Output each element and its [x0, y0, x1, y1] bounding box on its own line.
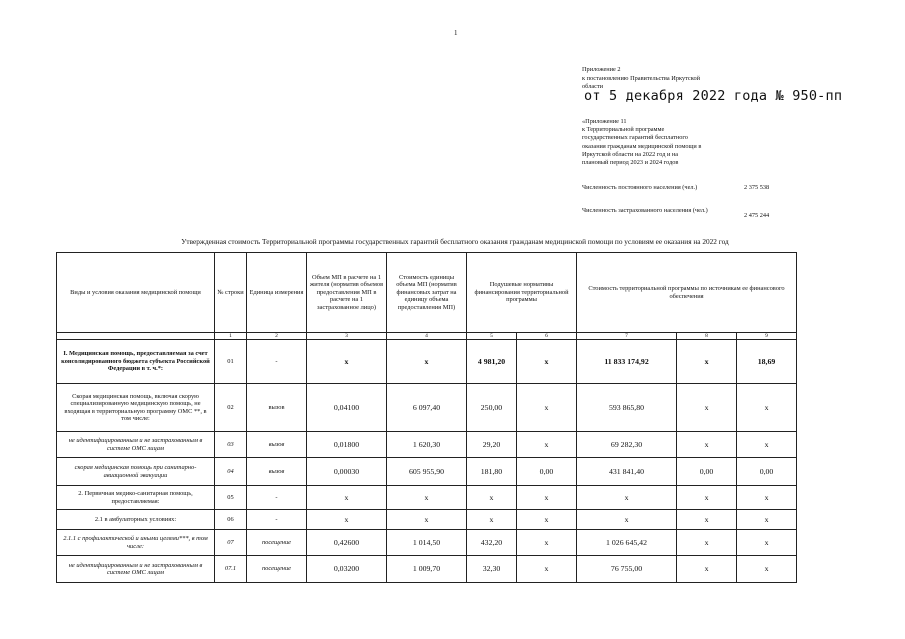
- row-number: 07.1: [215, 556, 247, 583]
- row-label: скорая медицинская помощь при санитарно-авиационной эвакуации: [57, 458, 215, 486]
- row-per-capita-oms: х: [517, 530, 577, 556]
- row-total-oms: х: [677, 510, 737, 530]
- row-volume: х: [307, 340, 387, 384]
- row-total-oms: х: [677, 556, 737, 583]
- row-per-capita-oms: х: [517, 486, 577, 510]
- table-row: [57, 530, 797, 556]
- header-total: Стоимость территориальной программы по источникам ее финансового обеспечения: [577, 253, 797, 333]
- column-number: 4: [387, 333, 467, 340]
- population-label: Численность постоянного населения (чел.): [582, 184, 698, 191]
- row-volume: 0,00030: [307, 458, 387, 486]
- row-per-capita-oms: х: [517, 432, 577, 458]
- row-unit: посещение: [247, 556, 307, 583]
- row-label: не идентифицированным и не застрахованным в системе ОМС лицам: [57, 432, 215, 458]
- row-per-capita-budget: 4 981,20: [467, 340, 517, 384]
- population-value: 2 375 538: [744, 184, 770, 191]
- decree-stamp: от 5 декабря 2022 года № 950-пп: [584, 88, 843, 104]
- column-number: 9: [737, 333, 797, 340]
- row-per-capita-budget: 29,20: [467, 432, 517, 458]
- row-label: I. Медицинская помощь, предоставляемая за счет консолидированного бюджета субъекта Российской Федерации в т. ч.*:: [57, 340, 215, 384]
- row-total-budget: х: [577, 510, 677, 530]
- appendix-11-line: Иркутской области на 2022 год и на: [582, 150, 679, 158]
- row-percent: х: [737, 384, 797, 432]
- row-unit: вызов: [247, 432, 307, 458]
- row-unit: -: [247, 510, 307, 530]
- row-number: 03: [215, 432, 247, 458]
- row-percent: х: [737, 510, 797, 530]
- appendix-11-line: оказания гражданам медицинской помощи в: [582, 142, 702, 150]
- appendix-11-line: «Приложение 11: [582, 118, 627, 125]
- table-row: [57, 510, 797, 530]
- row-per-capita-oms: х: [517, 340, 577, 384]
- row-label: 2.1 в амбулаторных условиях:: [57, 510, 215, 530]
- row-per-capita-oms: 0,00: [517, 458, 577, 486]
- row-total-budget: х: [577, 486, 677, 510]
- row-cost: х: [387, 340, 467, 384]
- row-percent: х: [737, 486, 797, 510]
- row-unit: посещение: [247, 530, 307, 556]
- row-percent: 0,00: [737, 458, 797, 486]
- row-volume: х: [307, 510, 387, 530]
- row-number: 05: [215, 486, 247, 510]
- row-total-budget: 593 865,80: [577, 384, 677, 432]
- row-unit: вызов: [247, 458, 307, 486]
- row-percent: х: [737, 432, 797, 458]
- row-unit: вызов: [247, 384, 307, 432]
- row-number: 01: [215, 340, 247, 384]
- row-per-capita-budget: 432,20: [467, 530, 517, 556]
- row-per-capita-oms: х: [517, 510, 577, 530]
- table-row: [57, 340, 797, 384]
- row-cost: 6 097,40: [387, 384, 467, 432]
- header-unit: Единица измерения: [247, 253, 307, 333]
- table-header-row: [57, 253, 797, 333]
- column-number: 3: [307, 333, 387, 340]
- row-total-oms: х: [677, 530, 737, 556]
- appendix-2-line: Приложение 2: [582, 66, 621, 73]
- row-cost: 1 620,30: [387, 432, 467, 458]
- header-volume: Объем МП в расчете на 1 жителя (норматив объемов предоставления МП в расчете на 1 застрахованное лицо): [307, 253, 387, 333]
- row-number: 06: [215, 510, 247, 530]
- table-row: [57, 556, 797, 583]
- row-total-budget: 11 833 174,92: [577, 340, 677, 384]
- row-total-oms: х: [677, 384, 737, 432]
- insured-label: Численность застрахованного населения (чел.): [582, 207, 708, 214]
- table-row: [57, 432, 797, 458]
- row-label: Скорая медицинская помощь, включая скорую специализированную медицинскую помощь, не входящая в территориальную программу ОМС **, в том числе:: [57, 384, 215, 432]
- column-number: 1: [215, 333, 247, 340]
- appendix-2-line: к постановлению Правительства Иркутской: [582, 74, 700, 82]
- row-per-capita-oms: х: [517, 556, 577, 583]
- row-volume: 0,04100: [307, 384, 387, 432]
- column-number: 2: [247, 333, 307, 340]
- table-row: [57, 384, 797, 432]
- row-total-oms: х: [677, 432, 737, 458]
- row-number: 04: [215, 458, 247, 486]
- column-number: 7: [577, 333, 677, 340]
- header-row-no: № строки: [215, 253, 247, 333]
- appendix-2-line: области: [582, 83, 604, 91]
- row-volume: 0,03200: [307, 556, 387, 583]
- column-number-row: [57, 333, 797, 340]
- insured-value: 2 475 244: [744, 212, 770, 219]
- cost-table: [56, 252, 797, 583]
- row-per-capita-budget: 250,00: [467, 384, 517, 432]
- row-total-budget: 431 841,40: [577, 458, 677, 486]
- row-total-oms: х: [677, 340, 737, 384]
- document-title: Утвержденная стоимость Территориальной программы государственных гарантий бесплатного оказания гражданам медицинской помощи по условиям ее оказания на 2022 год: [181, 237, 729, 246]
- row-percent: х: [737, 530, 797, 556]
- row-volume: 0,01800: [307, 432, 387, 458]
- row-per-capita-budget: 32,30: [467, 556, 517, 583]
- row-total-oms: х: [677, 486, 737, 510]
- row-total-oms: 0,00: [677, 458, 737, 486]
- appendix-11-line: плановый период 2023 и 2024 годов: [582, 159, 679, 167]
- page-number: 1: [454, 29, 458, 37]
- column-number: 5: [467, 333, 517, 340]
- row-volume: 0,42600: [307, 530, 387, 556]
- column-number: 8: [677, 333, 737, 340]
- row-volume: х: [307, 486, 387, 510]
- appendix-11-header: [582, 118, 752, 167]
- row-total-budget: 1 026 645,42: [577, 530, 677, 556]
- row-cost: х: [387, 486, 467, 510]
- table-row: [57, 458, 797, 486]
- row-label: 2. Первичная медико-санитарная помощь, предоставляемая:: [57, 486, 215, 510]
- row-cost: 1 014,50: [387, 530, 467, 556]
- row-total-budget: 69 282,30: [577, 432, 677, 458]
- row-per-capita-oms: х: [517, 384, 577, 432]
- row-per-capita-budget: х: [467, 510, 517, 530]
- row-per-capita-budget: 181,80: [467, 458, 517, 486]
- row-cost: х: [387, 510, 467, 530]
- row-unit: -: [247, 486, 307, 510]
- row-unit: -: [247, 340, 307, 384]
- row-percent: х: [737, 556, 797, 583]
- column-number: [57, 333, 215, 340]
- header-type: Виды и условия оказания медицинской помощи: [57, 253, 215, 333]
- row-total-budget: 76 755,00: [577, 556, 677, 583]
- row-label: не идентифицированным и не застрахованным в системе ОМС лицам: [57, 556, 215, 583]
- row-per-capita-budget: х: [467, 486, 517, 510]
- row-label: 2.1.1 с профилактической и иными целями***, в том числе:: [57, 530, 215, 556]
- header-per-capita: Подушевые нормативы финансирования территориальной программы: [467, 253, 577, 333]
- row-number: 02: [215, 384, 247, 432]
- header-cost: Стоимость единицы объема МП (норматив финансовых затрат на единицу объема предоставления МП): [387, 253, 467, 333]
- appendix-11-line: к Территориальной программе: [582, 126, 665, 134]
- table-row: [57, 486, 797, 510]
- column-number: 6: [517, 333, 577, 340]
- row-number: 07: [215, 530, 247, 556]
- row-percent: 18,69: [737, 340, 797, 384]
- row-cost: 1 009,70: [387, 556, 467, 583]
- row-cost: 605 955,90: [387, 458, 467, 486]
- appendix-11-line: государственных гарантий бесплатного: [582, 134, 688, 142]
